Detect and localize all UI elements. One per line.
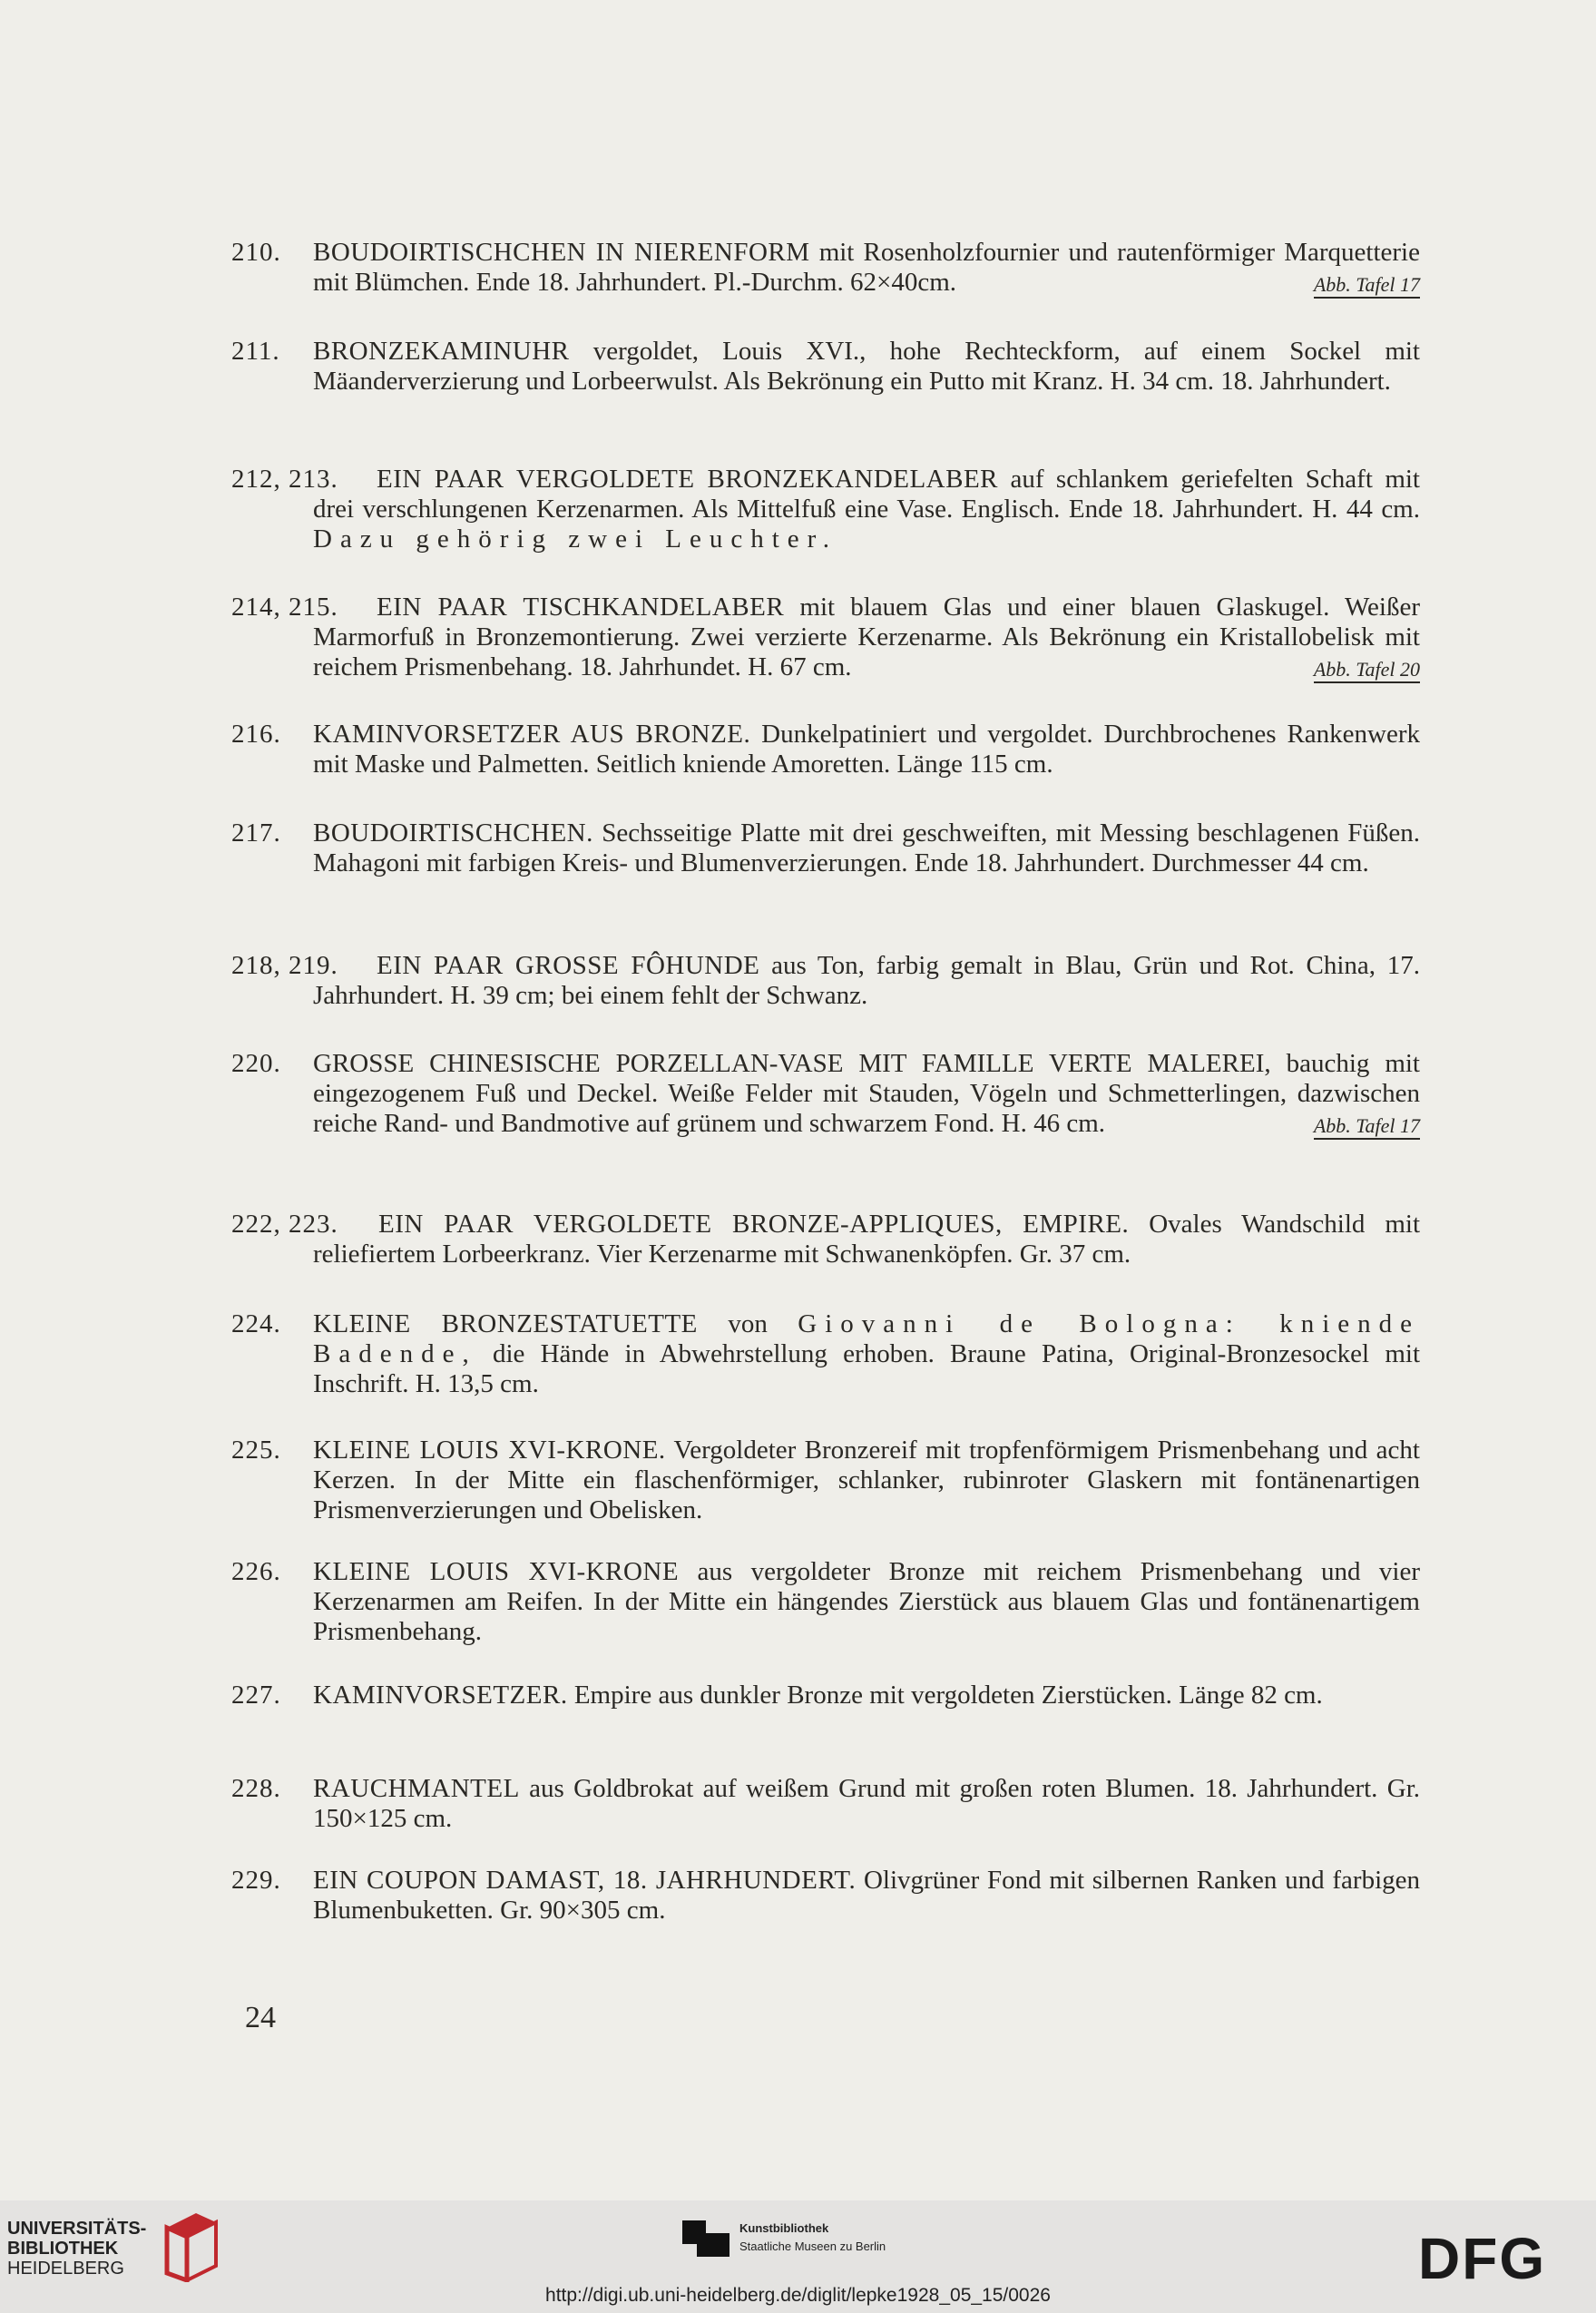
- entry-text: Vergoldeter Bronzereif mit tropfenförmigem Prismenbehang und acht Kerzen. In der Mitte ein flaschenförmiger, schlanker, rubinroter Glaskern mit fontänenartigen Prismenverzierungen und Obelisken.: [313, 1436, 1420, 1524]
- entry-number: 214, 215.: [231, 593, 338, 622]
- catalog-entry: [231, 1436, 1420, 1525]
- entry-heading: KAMINVORSETZER AUS BRONZE.: [313, 720, 751, 749]
- entry-heading: KLEINE LOUIS XVI-KRONE: [313, 1557, 680, 1586]
- entry-heading: BRONZEKAMINUHR: [313, 337, 570, 366]
- entry-number: 228.: [231, 1774, 281, 1803]
- entry-heading: RAUCHMANTEL: [313, 1774, 520, 1803]
- catalog-entry: [231, 238, 1420, 299]
- entry-number: 227.: [231, 1681, 281, 1710]
- entry-number: 218, 219.: [231, 951, 338, 980]
- catalog-entry: [231, 818, 1420, 878]
- entry-text: Ovales Wandschild mit reliefiertem Lorbeerkranz. Vier Kerzenarme mit Schwanenköpfen. Gr. 37 cm.: [313, 1210, 1420, 1269]
- catalog-entry: [231, 1049, 1420, 1140]
- entry-text: vergoldet, Louis XVI., hohe Rechteckform, auf einem Sockel mit Mäanderverzierung und Lorbeerwulst. Als Bekrönung ein Putto mit Kranz. H. 34 cm. 18. Jahrhundert.: [313, 337, 1420, 396]
- catalog-entry: [231, 1681, 1420, 1710]
- library-mark-icon: [160, 2210, 223, 2282]
- catalog-entry: [231, 465, 1420, 554]
- entry-number: 217.: [231, 818, 281, 848]
- kunstbibliothek-logo[interactable]: [739, 2220, 886, 2256]
- entry-number: 224.: [231, 1309, 281, 1338]
- catalog-entry: [231, 1774, 1420, 1834]
- entry-heading: EIN PAAR VERGOLDETE BRONZEKANDELABER: [377, 465, 999, 494]
- logo-line: HEIDELBERG: [7, 2259, 124, 2279]
- entry-heading: GROSSE CHINESISCHE PORZELLAN-VASE MIT FAMILLE VERTE MALEREI,: [313, 1049, 1271, 1078]
- entry-text: aus vergoldeter Bronze mit reichem Prismenbehang und vier Kerzenarmen am Reifen. In der Mitte ein hängendes Zierstück aus blauem Glas und fontänenartigem Prismenbehang.: [313, 1557, 1420, 1646]
- entry-number: 212, 213.: [231, 465, 338, 494]
- entry-number: 222, 223.: [231, 1210, 338, 1239]
- dfg-logo[interactable]: DFG: [1418, 2226, 1547, 2291]
- plate-reference: Abb. Tafel 20: [1314, 658, 1420, 683]
- entry-heading: KLEINE LOUIS XVI-KRONE.: [313, 1436, 666, 1465]
- entry-text: mit blauem Glas und einer blauen Glaskugel. Weißer Marmorfuß in Bronzemontierung. Zwei verzierte Kerzenarme. Als Bekrönung ein Kristallobelisk mit reichem Prismenbehang. 18. Jahrhundet. H. 67 cm.: [313, 593, 1420, 681]
- entry-heading: EIN PAAR GROSSE FÔHUNDE: [377, 951, 760, 980]
- catalog-entry: [231, 593, 1420, 683]
- entry-text: Olivgrüner Fond mit silbernen Ranken und farbigen Blumenbuketten. Gr. 90×305 cm.: [313, 1866, 1420, 1925]
- entry-heading: BOUDOIRTISCHCHEN.: [313, 818, 593, 848]
- catalog-entry: [231, 337, 1420, 397]
- entry-text: Empire aus dunkler Bronze mit vergoldeten Zierstücken. Länge 82 cm.: [567, 1681, 1323, 1710]
- catalog-entry: [231, 951, 1420, 1011]
- entry-text-continued: die Hände in Abwehrstellung erhoben. Braune Patina, Original-Bronzesockel mit Inschrift. H. 13,5 cm.: [313, 1339, 1420, 1398]
- catalog-entry: [231, 1866, 1420, 1926]
- logo-line: Staatliche Museen zu Berlin: [739, 2239, 886, 2253]
- entry-heading: EIN COUPON DAMAST, 18. JAHRHUNDERT.: [313, 1866, 857, 1895]
- entry-text: mit Rosenholzfournier und rautenförmiger Marquetterie mit Blümchen. Ende 18. Jahrhundert. Pl.-Durchm. 62×40cm.: [313, 238, 1420, 297]
- catalog-entry: [231, 1557, 1420, 1647]
- entry-spaced-text: Dazu gehörig zwei Leuchter.: [313, 524, 837, 554]
- catalog-entry: [231, 1210, 1420, 1269]
- kunstbibliothek-logo-icon: [679, 2217, 733, 2260]
- university-library-logo[interactable]: [7, 2219, 146, 2279]
- plate-reference: Abb. Tafel 17: [1314, 1114, 1420, 1140]
- plate-reference: Abb. Tafel 17: [1314, 273, 1420, 299]
- entry-number: 211.: [231, 337, 280, 366]
- logo-line: Kunstbibliothek: [739, 2221, 829, 2235]
- catalog-entry: [231, 720, 1420, 779]
- entry-heading: BOUDOIRTISCHCHEN IN NIERENFORM: [313, 238, 810, 267]
- catalog-entry: [231, 1309, 1420, 1399]
- page-number: 24: [245, 2001, 276, 2034]
- entry-text: Dunkelpatiniert und vergoldet. Durchbrochenes Rankenwerk mit Maske und Palmetten. Seitlich kniende Amoretten. Länge 115 cm.: [313, 720, 1421, 779]
- entry-spaced-text: Giovanni de Bologna: kniende Badende,: [313, 1309, 1420, 1368]
- entry-text: aus Ton, farbig gemalt in Blau, Grün und Rot. China, 17. Jahrhundert. H. 39 cm; bei einem fehlt der Schwanz.: [313, 951, 1420, 1010]
- entry-number: 226.: [231, 1557, 281, 1586]
- entry-text: von: [697, 1309, 798, 1338]
- entry-number: 229.: [231, 1866, 281, 1895]
- logo-line: UNIVERSITÄTS-: [7, 2219, 147, 2239]
- entry-heading: KAMINVORSETZER.: [313, 1681, 568, 1710]
- entry-heading: EIN PAAR TISCHKANDELABER: [377, 593, 785, 622]
- logo-line: BIBLIOTHEK: [7, 2239, 119, 2259]
- permalink-url[interactable]: http://digi.ub.uni-heidelberg.de/diglit/lepke1928_05_15/0026: [545, 2285, 1051, 2306]
- entry-number: 225.: [231, 1436, 281, 1465]
- entry-heading: KLEINE BRONZESTATUETTE: [313, 1309, 698, 1338]
- entry-text: auf schlankem geriefelten Schaft mit drei verschlungenen Kerzenarmen. Als Mittelfuß eine Vase. Englisch. Ende 18. Jahrhundert. H. 44 cm.: [313, 465, 1420, 524]
- entry-number: 220.: [231, 1049, 281, 1078]
- entry-text: Sechsseitige Platte mit drei geschweiften, mit Messing beschlagenen Füßen. Mahagoni mit farbigen Kreis- und Blumenverzierungen. Ende 18. Jahrhundert. Durchmesser 44 cm.: [313, 818, 1420, 877]
- entry-text: aus Goldbrokat auf weißem Grund mit großen roten Blumen. 18. Jahrhundert. Gr. 150×125 cm.: [313, 1774, 1420, 1833]
- entry-text: bauchig mit eingezogenem Fuß und Deckel. Weiße Felder mit Stauden, Vögeln und Schmetterlingen, dazwischen reiche Rand- und Bandmotive auf grünem und schwarzem Fond. H. 46 cm.: [313, 1049, 1420, 1138]
- entry-number: 210.: [231, 238, 281, 267]
- entry-heading: EIN PAAR VERGOLDETE BRONZE-APPLIQUES, EMPIRE.: [378, 1210, 1130, 1239]
- entry-number: 216.: [231, 720, 281, 749]
